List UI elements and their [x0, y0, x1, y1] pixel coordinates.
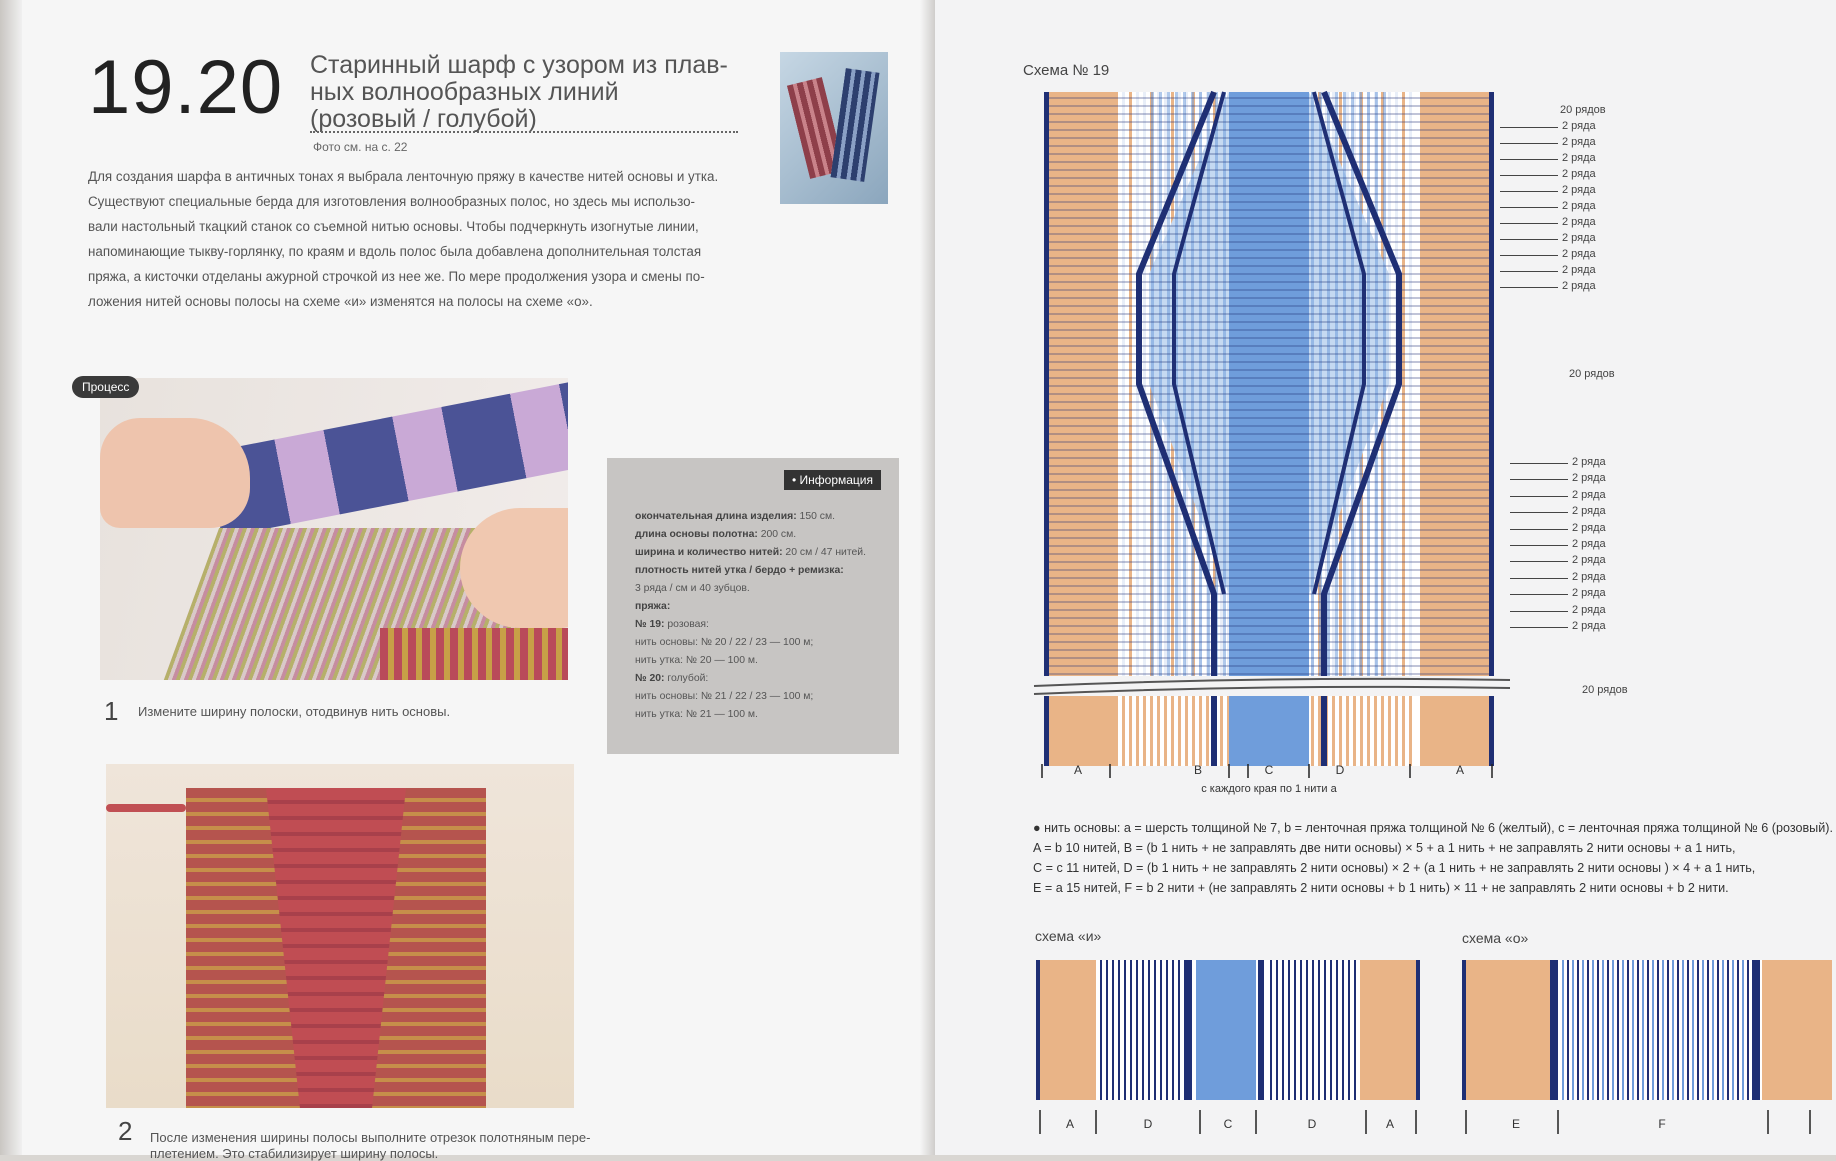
warp-thread	[1330, 960, 1332, 1100]
warp-thread	[1732, 960, 1734, 1100]
warp-thread	[1642, 960, 1644, 1100]
warp-thread	[1572, 960, 1574, 1100]
warp-thread	[1722, 960, 1724, 1100]
row-marker-line	[1510, 496, 1568, 497]
warp-thread	[1360, 696, 1363, 766]
row-marker-line	[1510, 512, 1568, 513]
warp-thread	[1112, 960, 1114, 1100]
warp-thread	[1136, 696, 1139, 766]
warp-thread	[1409, 696, 1412, 766]
intro-line: пряжа, а кисточки отделаны ажурной строчкой из нее же. По мере продолжения узора и смены по-	[88, 269, 705, 284]
info-line	[635, 616, 885, 634]
warp-thread	[1652, 960, 1654, 1100]
warp-thread	[1395, 696, 1398, 766]
warp-thread	[1381, 696, 1384, 766]
warp-thread	[1220, 696, 1223, 766]
warp-thread	[1124, 960, 1126, 1100]
row-count-label: 2 ряда	[1572, 521, 1606, 534]
warp-thread	[1129, 696, 1132, 766]
warp-thread	[1142, 960, 1144, 1100]
warp-thread	[1402, 92, 1405, 676]
warp-thread	[1697, 960, 1699, 1100]
section-letter: F	[1658, 1117, 1666, 1131]
warp-thread	[1346, 696, 1349, 766]
blue-warp-thread	[1375, 92, 1378, 676]
warp-thread	[1172, 960, 1174, 1100]
warp-thread	[1294, 960, 1296, 1100]
warp-thread	[1206, 696, 1209, 766]
row-count-label: 2 ряда	[1572, 554, 1606, 567]
step-caption: плетением. Это стабилизирует ширину полосы.	[150, 1146, 439, 1161]
info-line	[635, 706, 885, 724]
row-marker-line	[1500, 175, 1558, 176]
title-divider	[310, 131, 738, 133]
info-line	[635, 652, 885, 670]
warp-thread	[1712, 960, 1714, 1100]
warp-thread	[1150, 696, 1153, 766]
row-marker-line	[1510, 529, 1568, 530]
row-marker-line	[1500, 207, 1558, 208]
row-marker-line	[1500, 287, 1558, 288]
info-line	[635, 670, 885, 688]
row-marker-line	[1510, 479, 1568, 480]
section-letter: C	[1223, 1117, 1233, 1131]
warp-thread	[1374, 696, 1377, 766]
warp-thread	[1647, 960, 1649, 1100]
row-count-label: 2 ряда	[1562, 280, 1596, 292]
warp-thread	[1587, 960, 1589, 1100]
warp-thread	[1607, 960, 1609, 1100]
info-line	[635, 526, 885, 544]
navy-edge-thread	[1489, 92, 1494, 676]
row-marker-line	[1510, 578, 1568, 579]
info-tag: • Информация	[784, 470, 881, 490]
legend-line: C = c 11 нитей, D = (b 1 нить + не заправлять 2 нити основы) × 2 + (a 1 нить + не заправлять 2 нити основы ) × 4 + a 1 нить,	[1033, 861, 1756, 875]
title-line: (розовый / голубой)	[310, 105, 537, 133]
scarf-thumbnail-photo	[780, 52, 888, 204]
navy-edge-thread	[1489, 696, 1494, 766]
hand-image	[460, 508, 568, 628]
warp-thread	[1667, 960, 1669, 1100]
info-body	[635, 508, 885, 724]
section-letter: A	[1455, 763, 1465, 777]
info-value: нить утка: № 20 — 100 м.	[635, 655, 758, 666]
intro-line: Для создания шарфа в античных тонах я выбрала ленточную пряжу в качестве нитей основы и утка.	[88, 169, 719, 184]
intro-line: напоминающие тыкву-горлянку, по краям и вдоль полос была добавлена дополнительная толстая	[88, 244, 702, 259]
row-count-label: 2 ряда	[1562, 248, 1596, 260]
info-key: плотность нитей утка / бердо + ремизка:	[635, 565, 844, 576]
warp-thread	[1324, 960, 1326, 1100]
warp-thread	[1717, 960, 1719, 1100]
info-value: 200 см.	[757, 529, 797, 540]
blue-warp-thread	[1215, 92, 1218, 676]
navy-edge-thread	[1550, 960, 1558, 1100]
process-badge: Процесс	[72, 376, 139, 398]
orange-warp-band	[1420, 92, 1490, 676]
intro-line: Существуют специальные берда для изготовления волнообразных полос, но здесь мы использо-	[88, 194, 696, 209]
row-count-label: 2 ряда	[1572, 620, 1606, 632]
blue-warp-thread	[1191, 92, 1194, 676]
orange-warp-band	[1048, 92, 1118, 676]
pattern-title	[310, 52, 740, 133]
navy-edge-thread	[1036, 960, 1040, 1100]
row-count-label: 2 ряда	[1572, 570, 1606, 583]
warp-thread	[1632, 960, 1634, 1100]
warp-thread	[1687, 960, 1689, 1100]
row-count-label: 2 ряда	[1572, 488, 1606, 501]
warp-thread	[1582, 960, 1584, 1100]
warp-thread	[1353, 696, 1356, 766]
legend-line: E = a 15 нитей, F = b 2 нити + (не заправлять 2 нити основы + b 1 нить) × 11 + не заправлять 2 нити основы + b 2 нити.	[1033, 881, 1729, 895]
info-value: 3 ряда / см и 40 зубцов.	[635, 583, 750, 594]
break-line	[1034, 687, 1510, 694]
warp-thread	[1339, 696, 1342, 766]
warp-thread	[1129, 92, 1132, 676]
blue-warp-thread	[1367, 92, 1370, 676]
section-letter: A	[1073, 763, 1083, 777]
row-marker-line	[1500, 223, 1558, 224]
step-number: 1	[104, 696, 119, 726]
warp-thread	[1154, 960, 1156, 1100]
warp-thread	[1692, 960, 1694, 1100]
section-letter: A	[1065, 1117, 1075, 1131]
legend-line: A = b 10 нитей, B = (b 1 нить + не заправлять две нити основы) × 5 + a 1 нить + не заправлять 2 нити основы + a 1 нить,	[1033, 841, 1736, 855]
warp-thread	[1178, 960, 1180, 1100]
warp-thread	[1288, 960, 1290, 1100]
hand-image	[100, 418, 250, 528]
weft-yarn-image	[106, 804, 186, 812]
orange-warp-band	[1466, 960, 1550, 1100]
legend	[1033, 818, 1833, 898]
warp-thread	[1702, 960, 1704, 1100]
step-number: 2	[118, 1116, 133, 1146]
warp-thread	[1367, 696, 1370, 766]
central-blue-band	[1229, 92, 1309, 676]
row-marker-line	[1510, 627, 1568, 628]
title-line: ных волнообразных линий	[310, 78, 619, 106]
row-count-label: 20 рядов	[1560, 104, 1606, 116]
title-line: Старинный шарф с узором из плав-	[310, 51, 728, 79]
warp-thread	[1143, 696, 1146, 766]
blue-warp-thread	[1167, 92, 1170, 676]
row-count-label: 2 ряда	[1572, 472, 1606, 485]
row-count-label: 20 рядов	[1582, 684, 1628, 696]
info-value: 20 см / 47 нитей.	[782, 547, 866, 558]
warp-thread	[1318, 960, 1320, 1100]
info-value: нить утка: № 21 — 100 м.	[635, 709, 758, 720]
row-marker-line	[1510, 463, 1568, 464]
orange-warp-band	[1040, 960, 1096, 1100]
info-line	[635, 634, 885, 652]
info-value: нить основы: № 21 / 22 / 23 — 100 м;	[635, 691, 814, 702]
blue-warp-thread	[1383, 92, 1386, 676]
central-blue-band	[1229, 696, 1309, 766]
info-key: № 20:	[635, 673, 665, 684]
navy-edge-thread	[1258, 960, 1264, 1100]
row-marker-line	[1500, 143, 1558, 144]
warp-thread	[1164, 696, 1167, 766]
row-count-label: 2 ряда	[1562, 152, 1596, 164]
schema-title: Схема № 19	[1023, 62, 1110, 79]
warp-thread	[1100, 960, 1102, 1100]
warp-thread	[1577, 960, 1579, 1100]
warp-thread	[1318, 696, 1321, 766]
warp-thread	[1130, 960, 1132, 1100]
warp-thread	[1402, 696, 1405, 766]
row-count-label: 2 ряда	[1572, 587, 1606, 600]
row-marker-line	[1510, 545, 1568, 546]
blue-warp-thread	[1183, 92, 1186, 676]
orange-warp-band	[1762, 960, 1832, 1100]
process-photo-1	[100, 378, 568, 680]
info-key: ширина и количество нитей:	[635, 547, 783, 558]
row-marker-line	[1500, 271, 1558, 272]
blue-scarf-image	[831, 68, 880, 182]
warp-thread	[1282, 960, 1284, 1100]
navy-edge-thread	[1752, 960, 1760, 1100]
navy-edge-thread	[1186, 960, 1192, 1100]
warp-thread	[1178, 696, 1181, 766]
info-key: длина основы полотна:	[635, 529, 758, 540]
schema-o-diagram	[1462, 958, 1832, 1138]
warp-thread	[1184, 960, 1186, 1100]
woven-fabric-image	[380, 628, 568, 680]
edge-note: с каждого края по 1 нити а	[1201, 783, 1337, 795]
legend-line: ● нить основы: a = шерсть толщиной № 7, b = ленточная пряжа толщиной № 6 (желтый), c = ленточная пряжа толщиной № 6 (розовый).	[1033, 821, 1833, 835]
navy-edge-thread	[1044, 92, 1049, 676]
warp-thread	[1148, 960, 1150, 1100]
row-count-label: 2 ряда	[1572, 538, 1606, 550]
warp-thread	[1707, 960, 1709, 1100]
warp-thread	[1300, 960, 1302, 1100]
warp-thread	[1276, 960, 1278, 1100]
row-marker-line	[1510, 611, 1568, 612]
section-letter: D	[1307, 1117, 1317, 1131]
blue-warp-band	[1196, 960, 1256, 1100]
warp-thread	[1342, 960, 1344, 1100]
section-letter: D	[1143, 1117, 1153, 1131]
blue-warp-thread	[1343, 92, 1346, 676]
orange-warp-band	[1048, 696, 1118, 766]
row-marker-line	[1500, 255, 1558, 256]
info-line	[635, 508, 885, 526]
warp-thread	[1143, 92, 1146, 676]
row-count-label: 2 ряда	[1562, 120, 1596, 132]
warp-thread	[1682, 960, 1684, 1100]
info-key: окончательная длина изделия:	[635, 511, 797, 522]
warp-thread	[1312, 960, 1314, 1100]
info-key: пряжа:	[635, 601, 671, 612]
warp-thread	[1567, 960, 1569, 1100]
warp-thread	[1662, 960, 1664, 1100]
intro-line: ложения нитей основы полосы на схеме «и» изменятся на полосы на схеме «о».	[88, 294, 593, 309]
warp-thread	[1637, 960, 1639, 1100]
blue-warp-thread	[1351, 92, 1354, 676]
info-line	[635, 562, 885, 580]
section-letter: D	[1335, 763, 1345, 777]
info-line	[635, 580, 885, 598]
blue-warp-thread	[1151, 92, 1154, 676]
schema-i-title: схема «и»	[1035, 928, 1102, 944]
row-count-label: 2 ряда	[1572, 505, 1606, 518]
row-marker-line	[1510, 594, 1568, 595]
row-count-label: 2 ряда	[1572, 456, 1606, 468]
row-count-label: 20 рядов	[1569, 368, 1615, 380]
warp-thread	[1185, 696, 1188, 766]
blue-warp-thread	[1319, 92, 1322, 676]
warp-thread	[1336, 960, 1338, 1100]
warp-thread	[1311, 696, 1314, 766]
row-count-label: 2 ряда	[1562, 136, 1596, 148]
warp-thread	[1160, 960, 1162, 1100]
warp-thread	[1612, 960, 1614, 1100]
row-count-label: 2 ряда	[1562, 264, 1596, 276]
navy-edge-thread	[1211, 696, 1217, 766]
row-count-label: 2 ряда	[1562, 168, 1596, 180]
info-box	[607, 458, 899, 754]
warp-thread	[1672, 960, 1674, 1100]
warp-thread	[1332, 696, 1335, 766]
warp-thread	[1171, 696, 1174, 766]
info-line	[635, 544, 885, 562]
warp-thread	[1622, 960, 1624, 1100]
row-marker-line	[1500, 191, 1558, 192]
info-value: розовая:	[664, 619, 709, 630]
warp-thread	[1166, 960, 1168, 1100]
section-letter: A	[1385, 1117, 1395, 1131]
navy-edge-thread	[1044, 696, 1049, 766]
row-marker-line	[1500, 239, 1558, 240]
warp-thread	[1348, 960, 1350, 1100]
info-line	[635, 598, 885, 616]
row-marker-line	[1500, 127, 1558, 128]
info-value: голубой:	[664, 673, 709, 684]
warp-thread	[1727, 960, 1729, 1100]
navy-edge-thread	[1416, 960, 1420, 1100]
row-marker-line	[1510, 561, 1568, 562]
break-line	[1034, 679, 1510, 686]
warp-thread	[1677, 960, 1679, 1100]
intro-line: вали настольный ткацкий станок со съемной нитью основы. Чтобы подчеркнуть изогнутые линии,	[88, 219, 699, 234]
warp-thread	[1562, 960, 1564, 1100]
schema-i-diagram	[1036, 958, 1428, 1138]
warp-thread	[1747, 960, 1749, 1100]
blue-warp-thread	[1159, 92, 1162, 676]
warp-thread	[1157, 696, 1160, 766]
section-letter: E	[1511, 1117, 1521, 1131]
warp-thread	[1602, 960, 1604, 1100]
warp-thread	[1592, 960, 1594, 1100]
intro-text	[88, 164, 748, 314]
warp-thread	[1270, 960, 1272, 1100]
warp-thread	[1192, 696, 1195, 766]
row-count-label: 2 ряда	[1562, 216, 1596, 228]
step-caption: Измените ширину полоски, отодвинув нить основы.	[138, 704, 451, 719]
info-value: нить основы: № 20 / 22 / 23 — 100 м;	[635, 637, 814, 648]
warp-thread	[1199, 696, 1202, 766]
step-caption: После изменения ширины полосы выполните отрезок полотняным пере-	[150, 1130, 591, 1145]
warp-thread	[1306, 960, 1308, 1100]
warp-thread	[1617, 960, 1619, 1100]
warp-thread	[1737, 960, 1739, 1100]
photo-reference: Фото см. на с. 22	[313, 140, 408, 154]
warp-thread	[1106, 960, 1108, 1100]
warp-thread	[1657, 960, 1659, 1100]
warp-thread	[1388, 696, 1391, 766]
navy-edge-thread	[1321, 696, 1327, 766]
row-count-label: 2 ряда	[1562, 232, 1596, 244]
pattern-number: 19.20	[88, 45, 284, 130]
orange-warp-band	[1360, 960, 1416, 1100]
info-line	[635, 688, 885, 706]
page-edge	[0, 0, 22, 1155]
row-count-label: 2 ряда	[1562, 200, 1596, 212]
schema-o-title: схема «о»	[1462, 930, 1529, 946]
warp-thread	[1742, 960, 1744, 1100]
warp-thread	[1122, 696, 1125, 766]
process-photo-2	[106, 764, 574, 1108]
warp-thread	[1627, 960, 1629, 1100]
row-marker-line	[1500, 159, 1558, 160]
orange-warp-band	[1420, 696, 1490, 766]
navy-edge-thread	[1462, 960, 1466, 1100]
warp-thread	[1597, 960, 1599, 1100]
row-count-label: 2 ряда	[1562, 184, 1596, 196]
warp-thread	[1122, 92, 1125, 676]
info-value: 150 см.	[796, 511, 836, 522]
section-letter: B	[1193, 763, 1203, 777]
warp-thread	[1354, 960, 1356, 1100]
section-letter: C	[1264, 763, 1274, 777]
row-count-label: 2 ряда	[1572, 603, 1606, 616]
warp-thread	[1136, 960, 1138, 1100]
info-key: № 19:	[635, 619, 665, 630]
warp-thread	[1409, 92, 1412, 676]
warp-thread	[1118, 960, 1120, 1100]
